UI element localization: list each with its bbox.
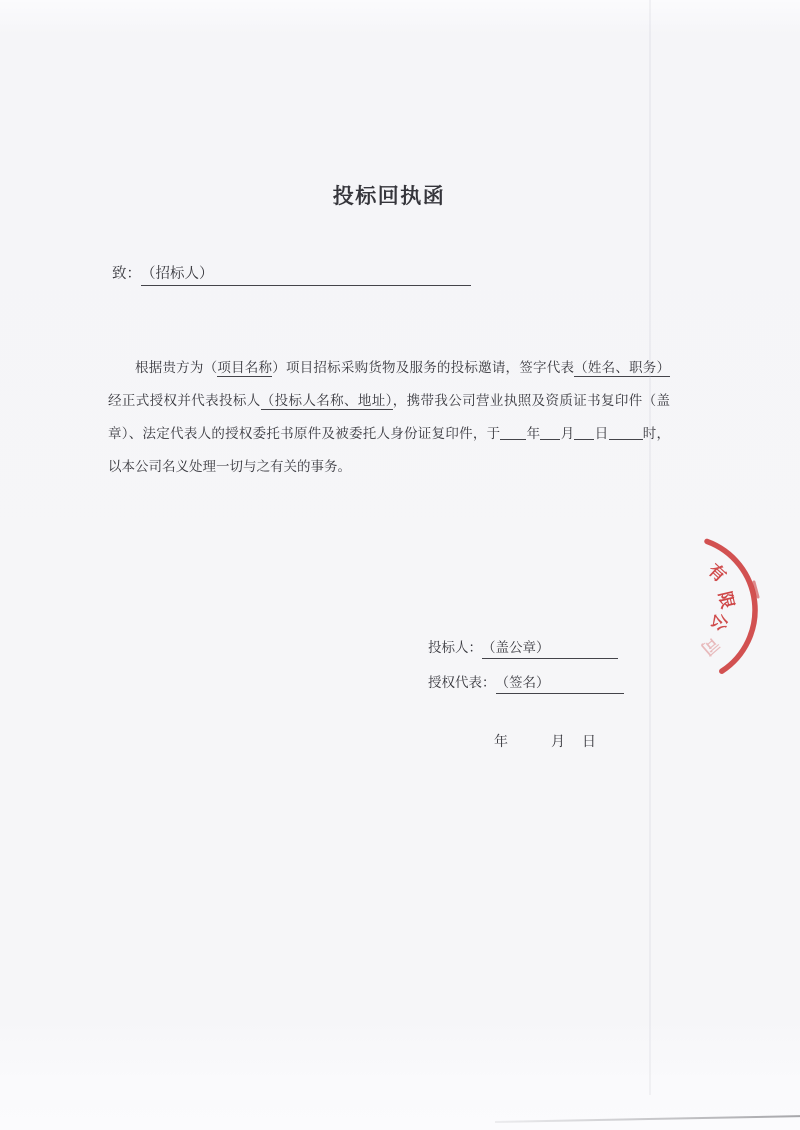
seal-char: 有 xyxy=(704,560,730,586)
to-line xyxy=(112,262,471,286)
body-line-3 xyxy=(108,417,670,450)
year-blank-field xyxy=(500,426,526,440)
day-label: 日 xyxy=(594,426,609,441)
body-text: ）项目招标采购货物及服务的投标邀请，签字代表 xyxy=(272,360,575,375)
bidder-signature-line xyxy=(428,636,618,659)
document-title: 投标回执函 xyxy=(332,185,446,208)
date-year-label: 年 xyxy=(494,735,509,750)
project-name-placeholder: 项目名称 xyxy=(217,360,273,375)
body-line-4 xyxy=(108,450,670,483)
representative-sign-placeholder: （签名） xyxy=(495,675,550,690)
seal-char: 限 xyxy=(714,589,738,611)
bidder-seal-placeholder: （盖公章） xyxy=(482,640,550,655)
representative-sign-field xyxy=(496,671,624,694)
date-line xyxy=(494,731,597,751)
date-month-label: 月 xyxy=(551,735,566,750)
body-text: 以本公司名义处理一切与之有关的事务。 xyxy=(108,459,351,474)
body-text: ，携带我公司营业执照及资质证书复印件（盖 xyxy=(392,393,671,408)
month-label: 月 xyxy=(560,426,575,441)
representative-signature-line xyxy=(428,671,624,694)
body-paragraph xyxy=(108,351,670,483)
bidder-label: 投标人： xyxy=(428,640,482,655)
signer-name-title-placeholder: （姓名、职务） xyxy=(574,360,671,375)
company-seal-stamp xyxy=(650,518,800,708)
date-day-label: 日 xyxy=(582,735,597,750)
bidder-seal-field xyxy=(482,636,618,659)
body-line-1 xyxy=(108,351,670,384)
seal-char: 司 xyxy=(697,633,723,659)
scan-edge-artifact xyxy=(495,1115,800,1122)
day-blank-field xyxy=(574,426,594,440)
hour-blank-field xyxy=(609,426,643,440)
year-label: 年 xyxy=(526,426,541,441)
body-text: 经正式授权并代表投标人 xyxy=(108,393,261,408)
to-recipient-placeholder: （招标人） xyxy=(141,266,214,282)
bidder-name-address-placeholder: （投标人名称、地址） xyxy=(260,393,393,408)
to-label: 致： xyxy=(112,266,141,282)
representative-label: 授权代表： xyxy=(428,675,496,690)
to-recipient-field xyxy=(141,262,471,286)
body-line-2 xyxy=(108,384,670,417)
body-text: 根据贵方为（ xyxy=(135,360,218,375)
seal-char: 公 xyxy=(707,610,731,634)
hour-label: 时， xyxy=(642,426,671,441)
month-blank-field xyxy=(540,426,560,440)
scan-streak-artifact xyxy=(649,0,651,1095)
body-text: 章）、法定代表人的授权委托书原件及被委托人身份证复印件，于 xyxy=(108,426,501,441)
